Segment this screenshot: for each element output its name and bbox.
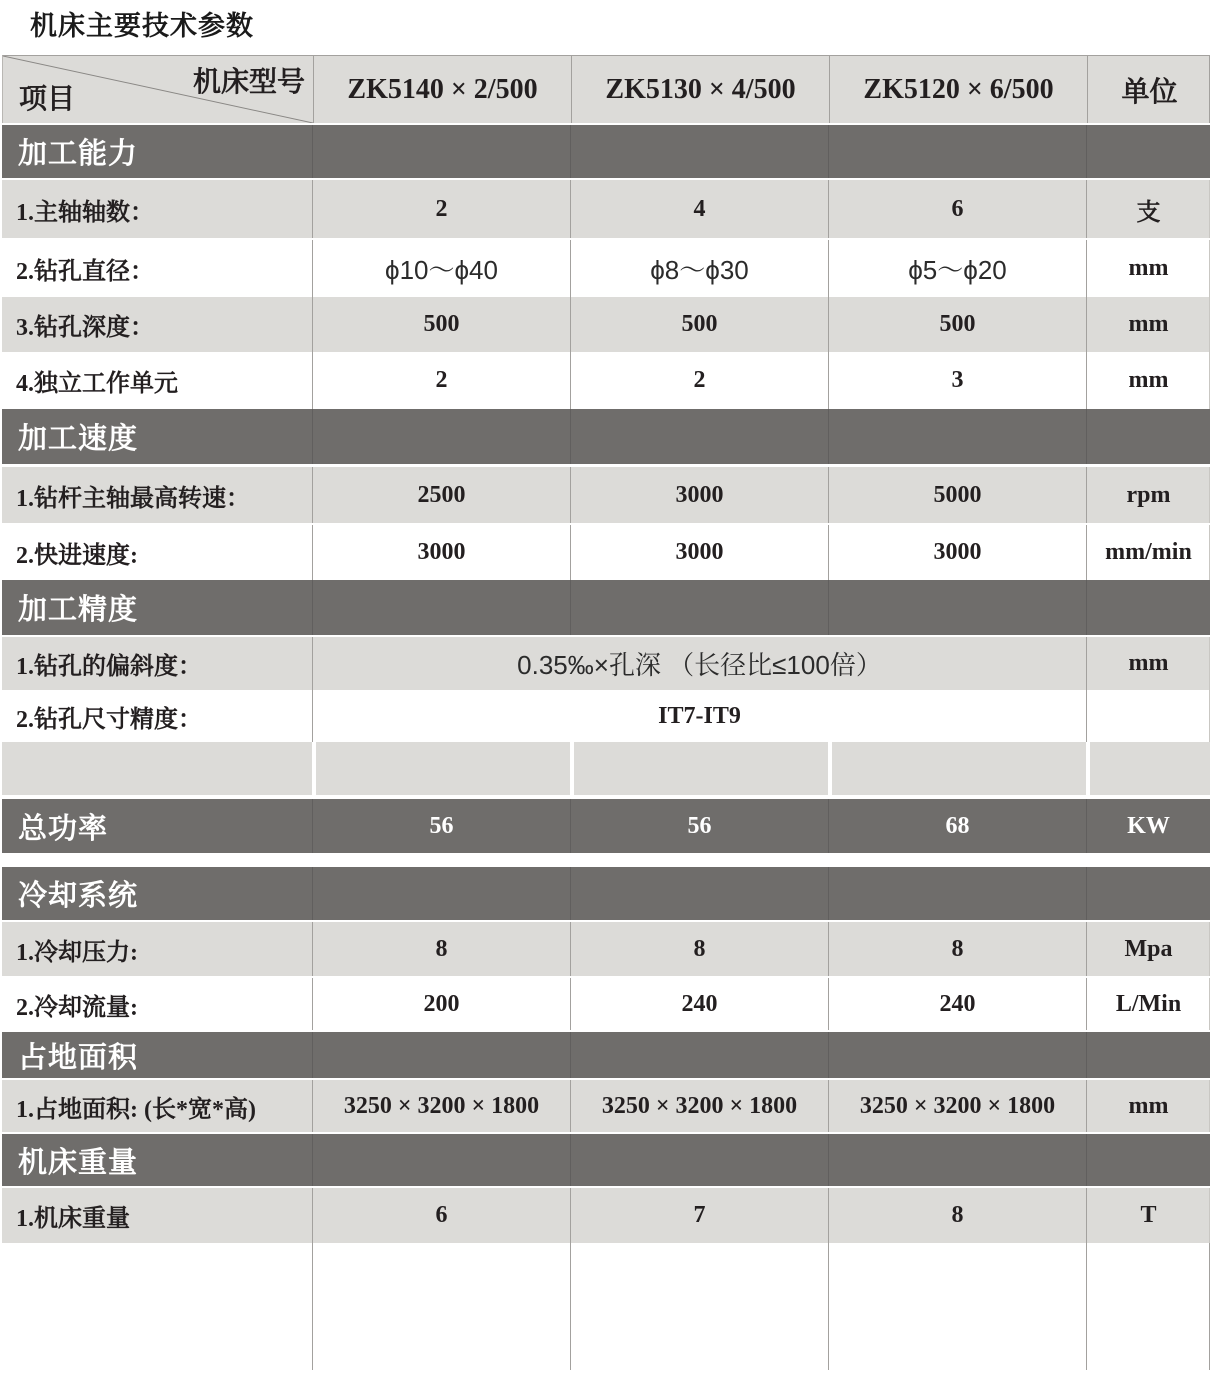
- cell-unit: mm: [1086, 240, 1210, 297]
- row-label: 2.快进速度:: [16, 543, 138, 569]
- row-label: 1.冷却压力:: [16, 939, 138, 966]
- table-row-drill-diameter: [2, 240, 1210, 297]
- cell-value: 8: [312, 922, 570, 976]
- cell-value: 2: [312, 180, 570, 238]
- page-title: 机床主要技术参数: [30, 11, 254, 41]
- section-band-processing-capacity: [2, 125, 1210, 178]
- cell-value: ϕ8～ϕ30: [570, 240, 828, 297]
- row-label: 4.独立工作单元: [16, 371, 178, 397]
- table-row-cooling-pressure: [2, 922, 1210, 976]
- column-rule: [1209, 1243, 1210, 1370]
- cell-value: ϕ10～ϕ40: [312, 240, 570, 297]
- cell-value: 3: [828, 352, 1086, 409]
- column-rule: [1086, 1243, 1087, 1370]
- header-model-2: ZK5130 × 4/500: [571, 56, 829, 123]
- table-row-machine-weight: [2, 1188, 1210, 1243]
- column-rule: [312, 1243, 313, 1370]
- section-band-label: 总功率: [18, 812, 109, 845]
- section-band-floor-area: [2, 1032, 1210, 1078]
- cell-unit: mm: [1086, 297, 1210, 352]
- section-band-total-power: [2, 799, 1210, 853]
- cell-value: 240: [828, 978, 1086, 1030]
- column-rule: [828, 1243, 829, 1370]
- section-band-label: 占地面积: [18, 1041, 139, 1074]
- table-row-floor-area: [2, 1080, 1210, 1132]
- column-rule: [570, 1243, 571, 1370]
- cell-merged-value: IT7-IT9: [312, 690, 1086, 742]
- table-row-spindle-count: [2, 180, 1210, 238]
- cell-unit: [1086, 690, 1210, 742]
- cell-value: 240: [570, 978, 828, 1030]
- section-band-cooling-system: [2, 867, 1210, 920]
- cell-value: 56: [312, 799, 570, 853]
- cell-merged-value: 0.35‰×孔深 （长径比≤100倍）: [312, 637, 1086, 690]
- row-label: 1.占地面积: (长*宽*高): [16, 1096, 256, 1123]
- section-band-label: 机床重量: [18, 1146, 139, 1179]
- header-corner-item-label: 项目: [19, 84, 76, 115]
- section-band-processing-speed: [2, 409, 1210, 464]
- spec-table: [2, 55, 1210, 1370]
- section-band-machine-weight: [2, 1134, 1210, 1186]
- table-row-cooling-flow: [2, 978, 1210, 1030]
- row-label: 3.钻孔深度：: [16, 315, 154, 341]
- row-label: 2.钻孔尺寸精度：: [16, 706, 202, 733]
- header-corner-cell: [3, 56, 313, 123]
- cell-unit: Mpa: [1086, 922, 1210, 976]
- cell-value: 7: [570, 1188, 828, 1243]
- table-row-drill-size-accuracy: [2, 690, 1210, 742]
- cell-value: 8: [828, 1188, 1086, 1243]
- cell-unit: mm: [1086, 637, 1210, 690]
- table-header-row: [2, 55, 1210, 123]
- row-label: 1.机床重量: [16, 1206, 130, 1232]
- section-band-label: 加工精度: [18, 594, 139, 626]
- cell-value: 200: [312, 978, 570, 1030]
- cell-unit: T: [1086, 1188, 1210, 1243]
- cell-unit: mm: [1086, 352, 1210, 409]
- cell-value: 500: [312, 297, 570, 352]
- section-band-processing-precision: [2, 580, 1210, 635]
- cell-unit: mm: [1086, 1080, 1210, 1132]
- header-model-3: ZK5120 × 6/500: [829, 56, 1087, 123]
- cell-value: 3250 × 3200 × 1800: [570, 1080, 828, 1132]
- cell-value: 3250 × 3200 × 1800: [828, 1080, 1086, 1132]
- table-row-drill-deviation: [2, 637, 1210, 690]
- header-corner-model-label: 机床型号: [192, 67, 305, 98]
- cell-value: 3000: [570, 467, 828, 523]
- row-label: 2.钻孔直径：: [16, 259, 154, 285]
- section-band-label: 加工速度: [18, 423, 139, 455]
- cell-value: 2: [312, 352, 570, 409]
- cell-value: 3000: [312, 525, 570, 580]
- cell-value: 3000: [570, 525, 828, 580]
- table-row-max-spindle-speed: [2, 467, 1210, 523]
- cell-unit: L/Min: [1086, 978, 1210, 1030]
- header-model-1: ZK5140 × 2/500: [313, 56, 571, 123]
- table-row-rapid-feed-speed: [2, 525, 1210, 580]
- cell-value: 8: [570, 922, 828, 976]
- section-band-label: 加工能力: [18, 138, 139, 170]
- table-row-drill-depth: [2, 297, 1210, 352]
- cell-value: 3000: [828, 525, 1086, 580]
- cell-value: 4: [570, 180, 828, 238]
- cell-value: 500: [570, 297, 828, 352]
- cell-value: 68: [828, 799, 1086, 853]
- cell-unit: 支: [1086, 180, 1210, 238]
- header-unit-label: 单位: [1087, 56, 1211, 123]
- section-band-label: 冷却系统: [18, 880, 139, 912]
- row-label: 1.钻孔的偏斜度：: [16, 654, 202, 680]
- cell-value: 2500: [312, 467, 570, 523]
- cell-value: 500: [828, 297, 1086, 352]
- cell-value: 6: [312, 1188, 570, 1243]
- table-row-empty-spacer: [2, 742, 1210, 795]
- cell-value: 8: [828, 922, 1086, 976]
- cell-value: 2: [570, 352, 828, 409]
- cell-value: ϕ5～ϕ20: [828, 240, 1086, 297]
- cell-unit: rpm: [1086, 467, 1210, 523]
- table-bottom-open-area: [2, 1243, 1210, 1370]
- cell-unit: mm/min: [1086, 525, 1210, 580]
- cell-value: 56: [570, 799, 828, 853]
- row-label: 2.冷却流量:: [16, 994, 138, 1021]
- cell-unit: KW: [1086, 799, 1210, 853]
- cell-value: 3250 × 3200 × 1800: [312, 1080, 570, 1132]
- table-row-independent-units: [2, 352, 1210, 409]
- row-label: 1.钻杆主轴最高转速：: [16, 485, 250, 512]
- cell-value: 5000: [828, 467, 1086, 523]
- row-label: 1.主轴轴数：: [16, 199, 154, 226]
- cell-value: 6: [828, 180, 1086, 238]
